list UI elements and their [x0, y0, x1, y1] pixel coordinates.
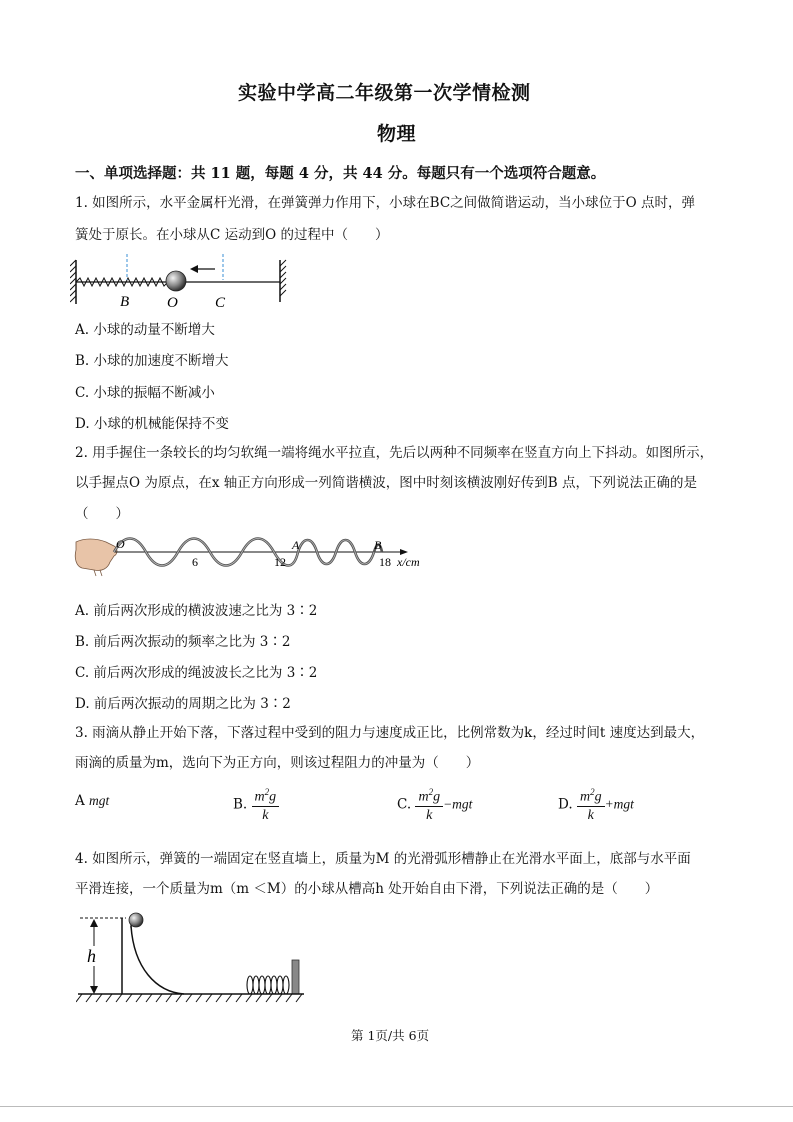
label-b: B [120, 294, 130, 310]
section-heading: 一、单项选择题：共 11 题，每题 4 分，共 44 分。每题只有一个选项符合题意。 [75, 165, 606, 182]
q1-option-c[interactable]: C. 小球的振幅不断减小 [75, 385, 215, 401]
q1-option-b[interactable]: B. 小球的加速度不断增大 [75, 353, 229, 369]
tick-6: 6 [192, 555, 198, 569]
q3-option-c-fraction: $\frac{m^2g}{k}$ [415, 784, 443, 825]
q3-stem-line2: 雨滴的质量为m，选向下为正方向，则该过程阻力的冲量为（ ） [75, 755, 480, 771]
q2-stem-line3: （ ） [75, 506, 129, 522]
q2-stem-line2: 以手握点O 为原点，在x 轴正方向形成一列简谐横波，图中时刻该横波刚好传到B 点，下列说法正确的是 [75, 475, 697, 491]
subject-title: 物理 [377, 123, 417, 145]
q2-option-c[interactable]: C. 前后两次形成的绳波波长之比为 3∶2 [75, 665, 318, 681]
q3-option-b[interactable]: B. $\frac{m^2g}{k}$ [233, 784, 279, 825]
spring-icon [247, 976, 289, 994]
label-a: A [292, 538, 300, 552]
q3-option-a[interactable]: A mgt [75, 793, 110, 809]
q3-option-b-fraction: $\frac{m^2g}{k}$ [252, 784, 280, 825]
label-o: O [167, 295, 178, 311]
label-b: B [374, 538, 382, 552]
q3-option-c[interactable]: C. $\frac{m^2g}{k}$ −mgt [397, 784, 472, 825]
page-number: 第 1页/共 6页 [351, 1028, 430, 1043]
q3-stem-line1: 3. 雨滴从静止开始下落，下落过程中受到的阻力与速度成正比，比例常数为k，经过时间t 速度达到最大， [75, 725, 705, 741]
q1-option-a[interactable]: A. 小球的动量不断增大 [75, 322, 215, 338]
label-h: h [87, 946, 96, 966]
page-bottom-divider [0, 1106, 793, 1107]
q3-option-c-tail: −mgt [443, 796, 473, 812]
q4-stem-line2: 平滑连接，一个质量为m（m ＜M）的小球从槽高h 处开始自由下滑，下列说法正确的是（ ） [75, 881, 659, 897]
q3-option-d-tail: +mgt [604, 796, 634, 812]
tick-12: 12 [274, 555, 286, 569]
q3-option-d-fraction: $\frac{m^2g}{k}$ [577, 784, 605, 825]
q2-stem-line1: 2. 用手握住一条较长的均匀软绳一端将绳水平拉直，先后以两种不同频率在竖直方向上下抖动。如图所示， [75, 445, 714, 461]
q3-option-d[interactable]: D. $\frac{m^2g}{k}$ +mgt [558, 784, 634, 825]
q2-wave-figure [72, 532, 442, 578]
ball-icon [166, 271, 186, 291]
q2-option-d[interactable]: D. 前后两次振动的周期之比为 3∶2 [75, 696, 291, 712]
q1-option-d[interactable]: D. 小球的机械能保持不变 [75, 416, 229, 432]
ball-icon [129, 913, 143, 927]
q2-option-a[interactable]: A. 前后两次形成的横波波速之比为 3∶2 [75, 603, 318, 619]
q2-option-b[interactable]: B. 前后两次振动的频率之比为 3∶2 [75, 634, 291, 650]
q1-stem-line2: 簧处于原长。在小球从C 运动到O 的过程中（ ） [75, 227, 389, 243]
q3-option-a-expr: mgt [89, 793, 110, 808]
q1-stem-line1: 1. 如图所示，水平金属杆光滑，在弹簧弹力作用下，小球在BC之间做简谐运动，当小球位于O 点时，弹 [75, 195, 696, 211]
q1-spring-figure [70, 252, 290, 312]
arrow-left-icon [190, 265, 198, 273]
q4-slope-figure [76, 908, 308, 1004]
q4-stem-line1: 4. 如图所示，弹簧的一端固定在竖直墙上，质量为M 的光滑弧形槽静止在光滑水平面上，底部与水平面 [75, 851, 691, 867]
hand-icon [75, 539, 117, 571]
tick-18: 18 [379, 555, 391, 569]
label-c: C [215, 295, 226, 311]
label-o: O [116, 537, 125, 551]
exam-title: 实验中学高二年级第一次学情检测 [238, 82, 531, 104]
axis-unit: x/cm [397, 555, 420, 569]
